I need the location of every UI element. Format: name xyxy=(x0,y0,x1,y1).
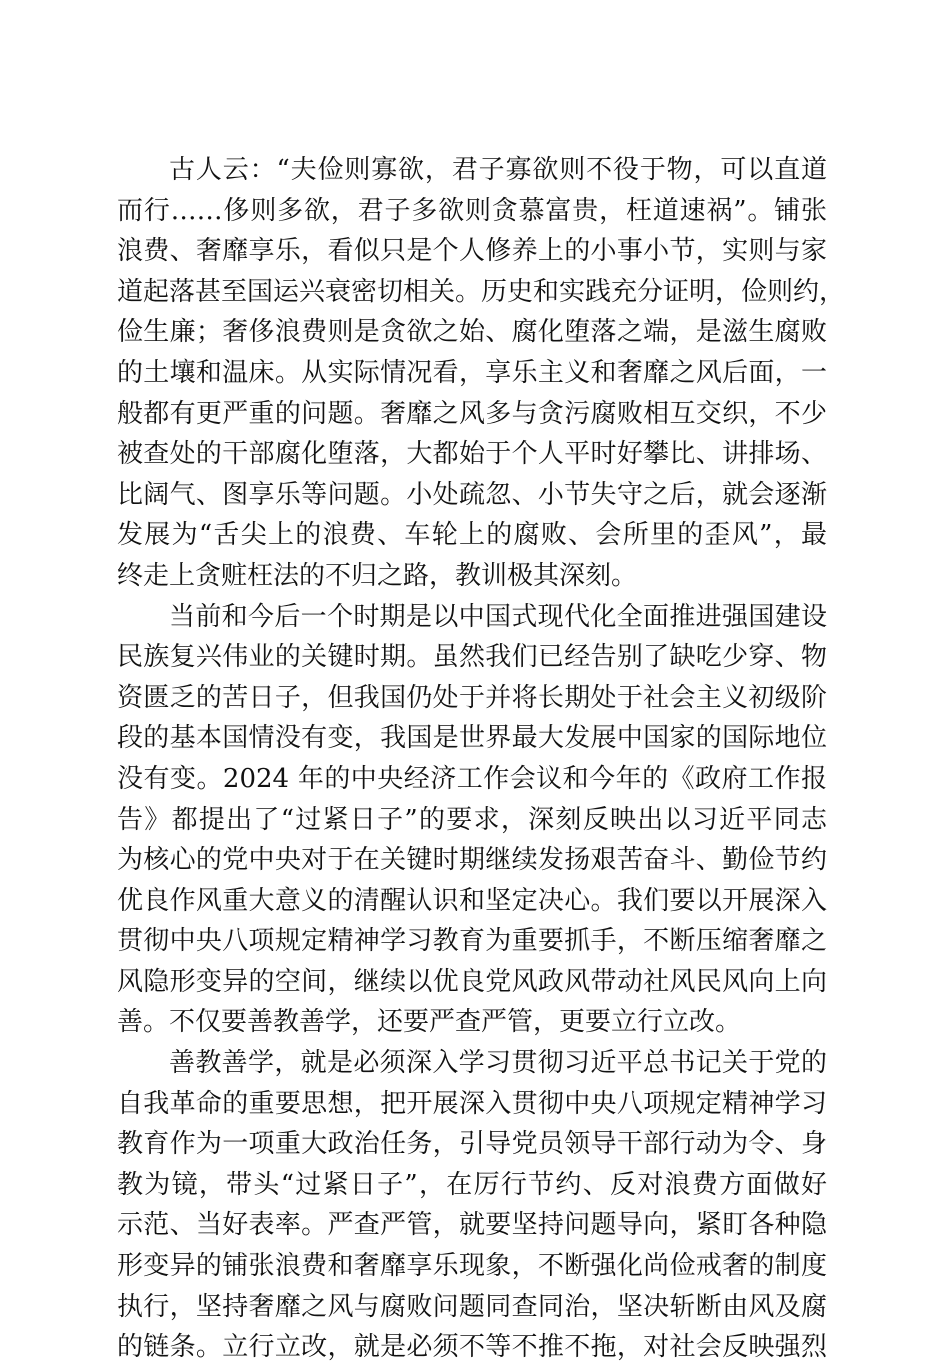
text-line: 自我革命的重要思想，把开展深入贯彻中央八项规定精神学习 xyxy=(117,1088,827,1119)
text-line: 执行，坚持奢靡之风与腐败问题同查同治，坚决斩断由风及腐 xyxy=(117,1291,827,1322)
text-line: 发展为“舌尖上的浪费、车轮上的腐败、会所里的歪风”，最 xyxy=(117,520,827,551)
text-line: 告》都提出了“过紧日子”的要求，深刻反映出以习近平同志 xyxy=(117,804,827,835)
text-line: 为核心的党中央对于在关键时期继续发扬艰苦奋斗、勤俭节约 xyxy=(117,845,827,876)
text-line: 没有变。2024 年的中央经济工作会议和今年的《政府工作报 xyxy=(117,763,827,794)
text-line: 古人云：“夫俭则寡欲，君子寡欲则不役于物，可以直道 xyxy=(169,155,827,185)
text-line: 的土壤和温床。从实际情况看，享乐主义和奢靡之风后面，一 xyxy=(117,357,827,388)
text-line: 资匮乏的苦日子，但我国仍处于并将长期处于社会主义初级阶 xyxy=(117,682,827,713)
text-line: 善。不仅要善教善学，还要严查严管，更要立行立改。 xyxy=(117,1007,742,1038)
text-line: 终走上贪赃枉法的不归之路，教训极其深刻。 xyxy=(117,560,638,591)
paragraph-2 xyxy=(117,597,827,1044)
text-line: 优良作风重大意义的清醒认识和坚定决心。我们要以开展深入 xyxy=(117,885,827,916)
text-line: 民族复兴伟业的关键时期。虽然我们已经告别了缺吃少穿、物 xyxy=(117,642,827,673)
text-line: 当前和今后一个时期是以中国式现代化全面推进强国建设 xyxy=(169,601,827,632)
text-line: 浪费、奢靡享乐，看似只是个人修养上的小事小节，实则与家 xyxy=(117,236,827,267)
text-line: 形变异的铺张浪费和奢靡享乐现象，不断强化尚俭戒奢的制度 xyxy=(117,1251,827,1282)
text-line: 被查处的干部腐化堕落，大都始于个人平时好攀比、讲排场、 xyxy=(117,439,827,470)
text-line: 比阔气、图享乐等问题。小处疏忽、小节失守之后，就会逐渐 xyxy=(117,479,827,510)
text-line: 风隐形变异的空间，继续以优良党风政风带动社风民风向上向 xyxy=(117,966,827,997)
text-line: 段的基本国情没有变，我国是世界最大发展中国家的国际地位 xyxy=(117,723,827,754)
paragraph-3 xyxy=(117,1043,827,1368)
text-line: 道起落甚至国运兴衰密切相关。历史和实践充分证明，俭则约， xyxy=(117,276,846,307)
paragraph-1 xyxy=(117,150,846,597)
text-line: 善教善学，就是必须深入学习贯彻习近平总书记关于党的 xyxy=(169,1048,827,1079)
text-line: 的链条。立行立改，就是必须不等不推不拖，对社会反映强烈 xyxy=(117,1332,827,1363)
text-line: 教为镜，带头“过紧日子”，在厉行节约、反对浪费方面做好 xyxy=(117,1169,827,1200)
text-line: 般都有更严重的问题。奢靡之风多与贪污腐败相互交织，不少 xyxy=(117,398,827,429)
text-line: 示范、当好表率。严查严管，就要坚持问题导向，紧盯各种隐 xyxy=(117,1210,827,1241)
text-line: 俭生廉；奢侈浪费则是贪欲之始、腐化堕落之端，是滋生腐败 xyxy=(117,317,827,348)
document-body xyxy=(117,150,846,1368)
text-line: 而行……侈则多欲，君子多欲则贪慕富贵，枉道速祸”。铺张 xyxy=(117,195,827,226)
text-line: 贯彻中央八项规定精神学习教育为重要抓手，不断压缩奢靡之 xyxy=(117,926,827,957)
text-line: 教育作为一项重大政治任务，引导党员领导干部行动为令、身 xyxy=(117,1129,827,1160)
